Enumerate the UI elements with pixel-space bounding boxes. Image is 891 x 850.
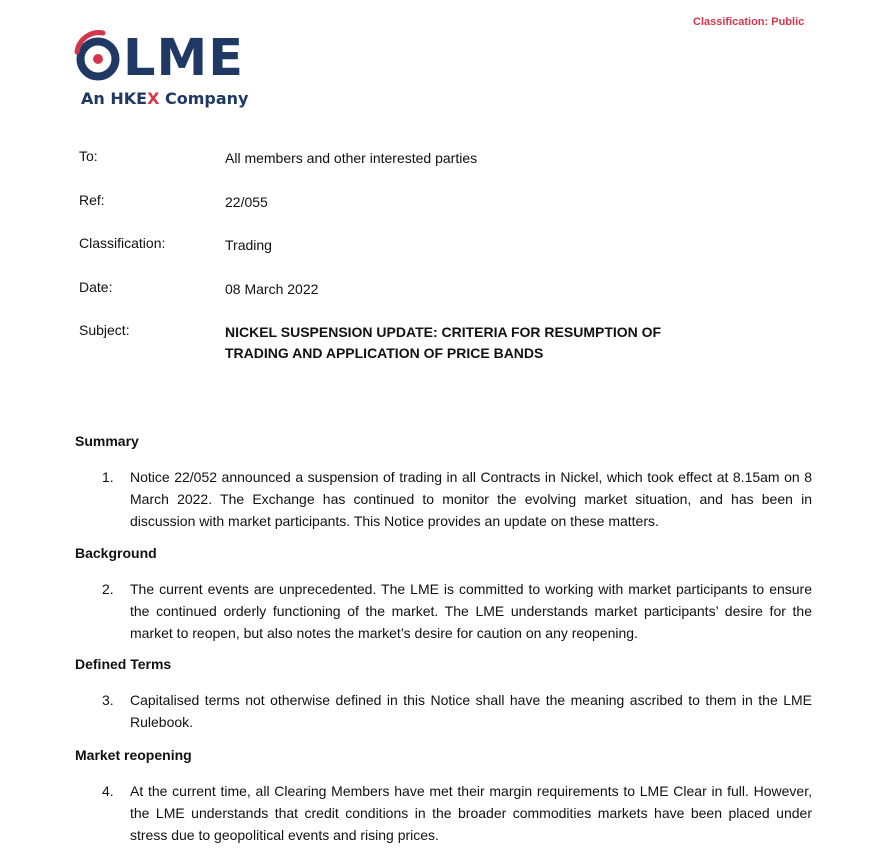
paragraph-text: At the current time, all Clearing Members have met their margin requirements to LME Clear in full. However, the LME understands that credit conditions in the broader commodities markets have been placed under stress due to geopolitical events and rising prices. xyxy=(130,783,812,843)
to-label: To: xyxy=(79,148,98,164)
paragraph-number: 2. xyxy=(102,581,114,597)
lme-logo xyxy=(73,30,263,115)
section-title-defined-terms: Defined Terms xyxy=(75,656,172,672)
subject-line-1: NICKEL SUSPENSION UPDATE: CRITERIA FOR RESUMPTION OF xyxy=(225,324,662,340)
paragraph-text: Capitalised terms not otherwise defined in this Notice shall have the meaning ascribed to them in the LME Rulebook. xyxy=(130,692,812,730)
ref-label: Ref: xyxy=(79,192,105,208)
section-title-summary: Summary xyxy=(75,433,139,449)
subject-value xyxy=(225,322,745,364)
classification-label: Classification: Public xyxy=(693,16,805,28)
subject-line-2: TRADING AND APPLICATION OF PRICE BANDS xyxy=(225,345,544,361)
classification-value: Trading xyxy=(225,237,272,253)
paragraph-text: The current events are unprecedented. The LME is committed to working with market participants to ensure the continued orderly functioning of the market. The LME understands market participants’ desire for the market to reopen, but also notes the market’s desire for caution on any reopening. xyxy=(130,581,812,641)
lme-logo-mark-icon xyxy=(73,30,123,86)
date-label: Date: xyxy=(79,279,113,295)
section-title-market-reopening: Market reopening xyxy=(75,747,192,763)
ref-value: 22/055 xyxy=(225,194,268,210)
paragraph-number: 3. xyxy=(102,692,114,708)
paragraph-text: Notice 22/052 announced a suspension of trading in all Contracts in Nickel, which took effect at 8.15am on 8 March 2022. The Exchange has continued to monitor the evolving market situation, and has been in discussion with market participants. This Notice provides an update on these matters. xyxy=(130,469,812,529)
paragraph-number: 4. xyxy=(102,783,114,799)
logo-tagline-x: X xyxy=(147,89,160,108)
date-value: 08 March 2022 xyxy=(225,281,319,297)
to-value: All members and other interested parties xyxy=(225,150,478,166)
logo-wordmark: LME xyxy=(123,29,245,88)
subject-label: Subject: xyxy=(79,322,130,338)
logo-tagline xyxy=(81,89,248,108)
classification-field-label: Classification: xyxy=(79,235,166,251)
logo-tagline-prefix: An HKE xyxy=(81,89,148,108)
logo-tagline-suffix: Company xyxy=(159,89,249,108)
section-title-background: Background xyxy=(75,545,157,561)
paragraph-number: 1. xyxy=(102,469,114,485)
